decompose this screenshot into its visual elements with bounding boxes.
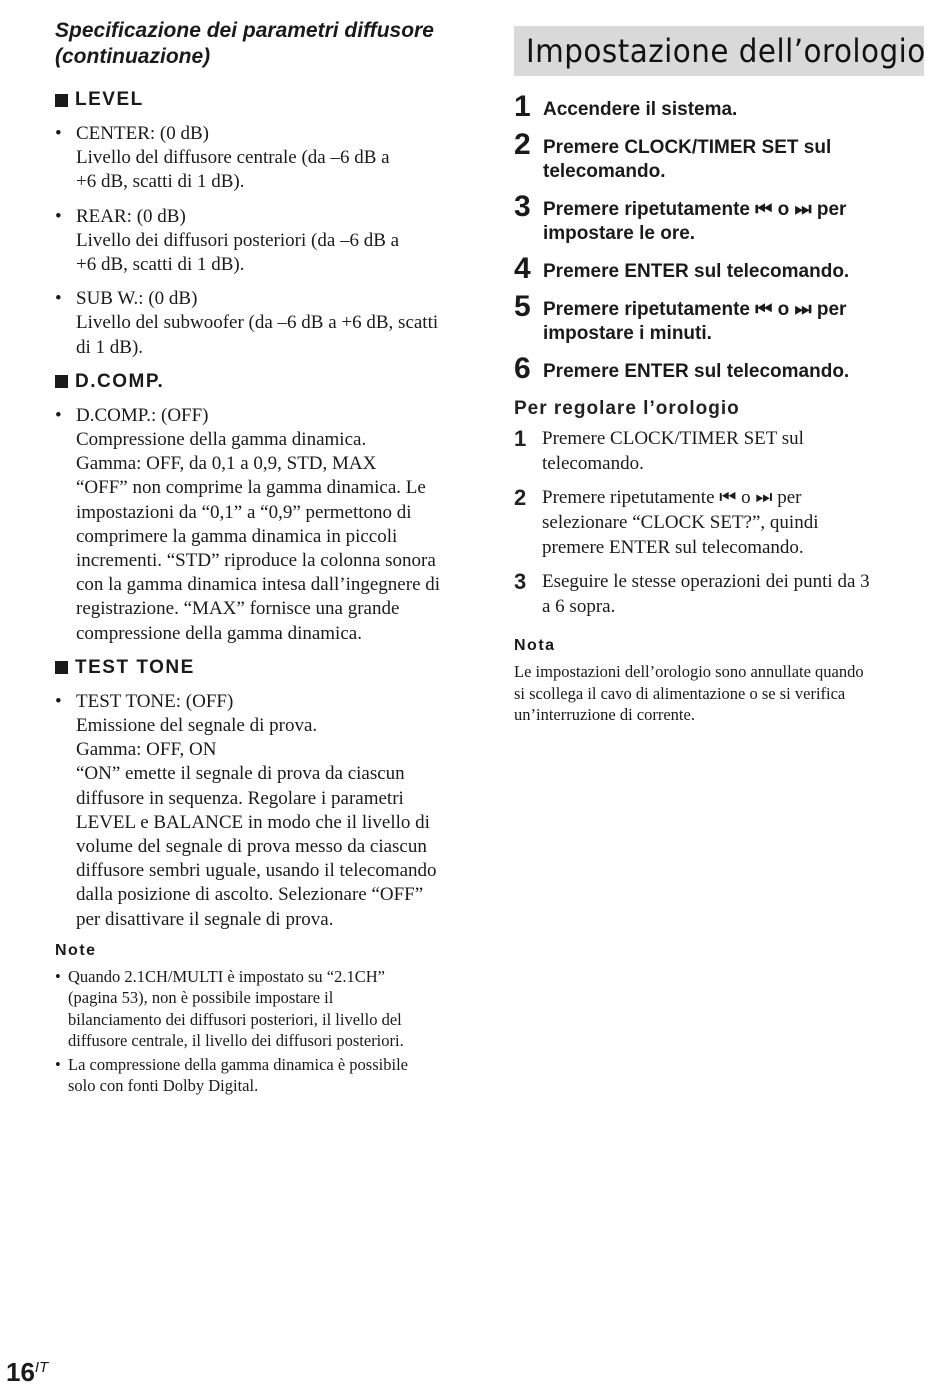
item-line: diffusore sembri uguale, usando il telecomando	[76, 860, 437, 882]
nota-heading: Nota	[514, 637, 556, 654]
item-line: per disattivare il segnale di prova.	[76, 908, 334, 930]
item-line: • La compressione della gamma dinamica è possibile	[68, 1054, 408, 1074]
page-number	[6, 1357, 48, 1388]
note-heading: Note	[55, 941, 97, 959]
step-line: Premere ENTER sul telecomando.	[543, 261, 850, 282]
list-item	[55, 690, 465, 932]
nota-line: si scollega il cavo di alimentazione o se si verifica	[514, 683, 846, 703]
step-item	[514, 352, 924, 385]
item-line: • Quando 2.1CH/MULTI è impostato su “2.1CH”	[68, 966, 385, 986]
title-banner	[514, 26, 924, 76]
level-heading-label: LEVEL	[75, 89, 144, 110]
note-item	[55, 966, 465, 1052]
list-item	[55, 404, 465, 646]
item-line: dalla posizione di ascolto. Selezionare “OFF”	[76, 884, 424, 906]
item-line: • SUB W.: (0 dB)	[76, 288, 198, 310]
item-line: • REAR: (0 dB)	[76, 205, 186, 227]
step-line: Accendere il sistema.	[543, 99, 738, 120]
level-list	[55, 122, 465, 360]
adjust-step-item	[514, 485, 924, 560]
item-line: “ON” emette il segnale di prova da ciascun	[76, 763, 405, 785]
step-number: 3	[514, 190, 531, 223]
step-line: impostare le ore.	[543, 223, 696, 244]
step-line: a 6 sopra.	[542, 596, 616, 617]
step-item	[514, 290, 924, 346]
page-number-value: 16	[6, 1357, 35, 1387]
list-item	[55, 122, 465, 195]
note-list	[55, 966, 465, 1097]
step-number: 3	[514, 569, 527, 594]
item-line: con la gamma dinamica intesa dall’ingegnere di	[76, 574, 441, 596]
page-title: Impostazione dell’orologio	[526, 32, 926, 70]
left-column	[55, 18, 465, 1099]
step-line: Premere ENTER sul telecomando.	[543, 361, 850, 382]
dcomp-list	[55, 404, 465, 646]
item-line: Livello dei diffusori posteriori (da –6 dB a	[76, 229, 400, 251]
item-line: “OFF” non comprime la gamma dinamica. Le	[76, 477, 426, 499]
square-bullet-icon	[55, 94, 68, 107]
right-column	[514, 26, 924, 726]
item-line: Compressione della gamma dinamica.	[76, 429, 367, 451]
nota-text	[514, 661, 924, 726]
item-line: di 1 dB).	[76, 336, 144, 358]
square-bullet-icon	[55, 661, 68, 674]
item-line: • CENTER: (0 dB)	[76, 123, 209, 144]
step-number: 4	[514, 252, 531, 285]
step-number: 2	[514, 485, 527, 510]
adjust-step-item	[514, 426, 924, 476]
step-line: telecomando.	[543, 161, 666, 182]
item-line: Livello del diffusore centrale (da –6 dB a	[76, 147, 390, 169]
test-tone-heading	[55, 656, 465, 680]
item-line: Emissione del segnale di prova.	[76, 715, 318, 737]
test-tone-list	[55, 690, 465, 932]
item-line: incrementi. “STD” riproduce la colonna sonora	[76, 550, 436, 572]
step-line: Premere ripetutamente ⏮ o ⏭ per	[543, 199, 847, 220]
step-item	[514, 90, 924, 123]
list-item	[55, 287, 465, 360]
item-line: LEVEL e BALANCE in modo che il livello di	[76, 811, 430, 833]
adjust-step-item	[514, 569, 924, 619]
step-line: Premere ripetutamente ⏮ o ⏭ per	[543, 299, 847, 320]
step-item	[514, 128, 924, 184]
step-line: selezionare “CLOCK SET?”, quindi	[542, 512, 819, 533]
clock-steps	[514, 90, 924, 385]
step-line: Premere CLOCK/TIMER SET sul	[542, 428, 804, 449]
item-line: Gamma: OFF, da 0,1 a 0,9, STD, MAX	[76, 453, 377, 475]
test-tone-heading-label: TEST TONE	[75, 656, 195, 678]
step-line: Eseguire le stesse operazioni dei punti da 3	[542, 571, 870, 592]
item-line: bilanciamento dei diffusori posteriori, il livello del	[68, 1009, 402, 1029]
item-line: solo con fonti Dolby Digital.	[68, 1076, 259, 1096]
item-line: diffusore centrale, il livello dei diffusori posteriori.	[68, 1031, 404, 1051]
step-number: 1	[514, 90, 531, 123]
nota-line: Le impostazioni dell’orologio sono annullate quando	[514, 662, 864, 681]
square-bullet-icon	[55, 375, 68, 388]
item-line: diffusore in sequenza. Regolare i parametri	[76, 787, 404, 809]
level-heading	[55, 88, 465, 112]
nota-line: un’interruzione di corrente.	[514, 705, 695, 724]
note-item	[55, 1054, 465, 1097]
adjust-heading: Per regolare l’orologio	[514, 398, 740, 419]
step-number: 5	[514, 290, 531, 323]
item-line: compressione della gamma dinamica.	[76, 622, 362, 644]
step-line: premere ENTER sul telecomando.	[542, 537, 804, 558]
step-line: Premere ripetutamente ⏮ o ⏭ per	[542, 487, 802, 508]
item-line: (pagina 53), non è possibile impostare il	[68, 988, 334, 1008]
dcomp-heading-label: D.COMP.	[75, 370, 165, 392]
item-line: • D.COMP.: (OFF)	[76, 404, 209, 426]
item-line: +6 dB, scatti di 1 dB).	[76, 171, 245, 193]
item-line: impostazioni da “0,1” a “0,9” permettono di	[76, 501, 412, 523]
section-subtitle: Specificazione dei parametri diffusore (continuazione)	[55, 19, 434, 68]
step-line: telecomando.	[542, 453, 644, 474]
item-line: volume del segnale di prova messo da ciascun	[76, 836, 427, 858]
page-language-suffix: IT	[34, 1359, 49, 1376]
adjust-steps	[514, 426, 924, 619]
step-line: impostare i minuti.	[543, 323, 712, 344]
list-item	[55, 205, 465, 278]
step-item	[514, 252, 924, 285]
step-number: 2	[514, 128, 531, 161]
item-line: +6 dB, scatti di 1 dB).	[76, 254, 245, 276]
item-line: • TEST TONE: (OFF)	[76, 690, 234, 712]
step-number: 1	[514, 426, 527, 451]
item-line: Livello del subwoofer (da –6 dB a +6 dB, scatti	[76, 312, 439, 334]
step-line: Premere CLOCK/TIMER SET sul	[543, 137, 832, 158]
step-item	[514, 190, 924, 246]
step-number: 6	[514, 352, 531, 385]
item-line: comprimere la gamma dinamica in piccoli	[76, 525, 398, 547]
dcomp-heading	[55, 370, 465, 394]
item-line: registrazione. “MAX” fornisce una grande	[76, 598, 400, 620]
item-line: Gamma: OFF, ON	[76, 739, 217, 761]
